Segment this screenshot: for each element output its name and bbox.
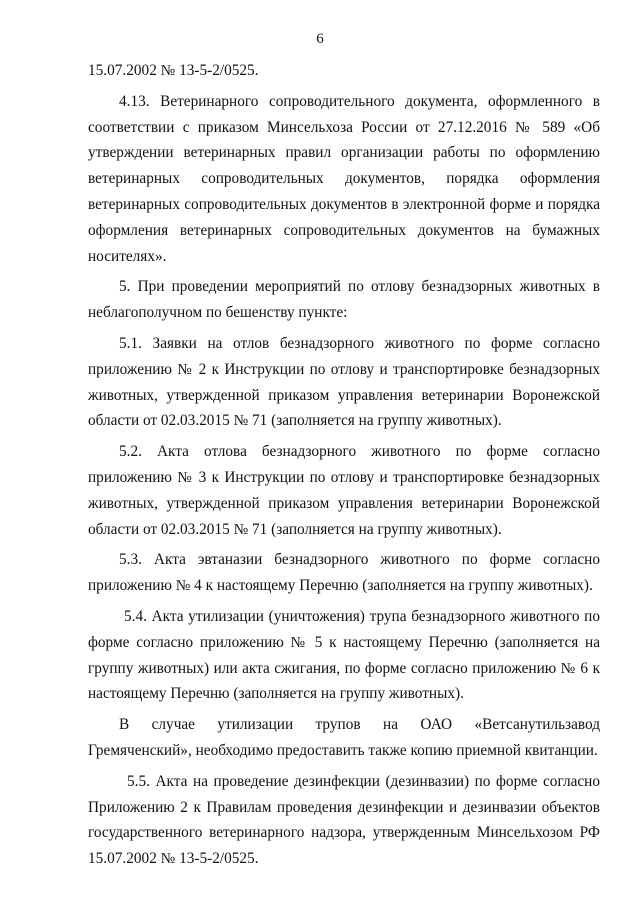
text-line: соответствии с приказом Минсельхоза России от 27.12.2016 № 589 «Об [88, 118, 600, 136]
text-line: приложению № 4 к настоящему Перечню (заполняется на группу животных). [88, 577, 593, 595]
paragraph-5-1 [88, 331, 600, 434]
text-line: 5.1. Заявки на отлов безнадзорного животного по форме согласно [119, 334, 600, 352]
text-line: приложению № 2 к Инструкции по отлову и транспортировке безнадзорных [88, 360, 600, 378]
text-line: настоящему Перечню (заполняется на группу животных). [88, 685, 464, 703]
paragraph-5-4 [88, 604, 600, 707]
text-line: утверждении ветеринарных правил организации работы по оформлению [88, 144, 600, 162]
paragraph-4-13 [88, 89, 600, 270]
text-line: ветеринарных сопроводительных документов в электронной форме и порядка [88, 195, 600, 213]
text-line: 5.3. Акта эвтаназии безнадзорного животного по форме согласно [119, 551, 600, 569]
text-line: 15.07.2002 № 13-5-2/0525. [88, 850, 259, 868]
paragraph-continuation [88, 58, 600, 84]
text-line: 5.5. Акта на проведение дезинфекции (дезинвазии) по форме согласно [127, 772, 600, 790]
text-line: оформления ветеринарных сопроводительных документов на бумажных [88, 221, 600, 239]
text-line: 4.13. Ветеринарного сопроводительного документа, оформленного в [119, 92, 600, 110]
text-line: 5.4. Акта утилизации (уничтожения) трупа безнадзорного животного по [124, 607, 600, 625]
text-line: группу животных) или акта сжигания, по форме согласно приложению № 6 к [88, 659, 600, 677]
text-line: ветеринарных сопроводительных документов, порядка оформления [88, 170, 600, 188]
text-line: Гремяченский», необходимо предоставить также копию приемной квитанции. [88, 741, 598, 759]
text-line: форме согласно приложению № 5 к настоящему Перечню (заполняется на [88, 633, 600, 651]
paragraph-5-3 [88, 547, 600, 599]
paragraph-5 [88, 274, 600, 326]
text-line: государственного ветеринарного надзора, утвержденным Минсельхозом РФ [88, 824, 600, 842]
paragraph-5-5 [88, 769, 600, 872]
text-line: животных, утвержденной приказом управления ветеринарии Воронежской [88, 386, 600, 404]
text-line: животных, утвержденной приказом управления ветеринарии Воронежской [88, 494, 600, 512]
text-line: области от 02.03.2015 № 71 (заполняется на группу животных). [88, 520, 502, 538]
document-body [88, 58, 600, 872]
paragraph-5-2 [88, 439, 600, 542]
paragraph-utilization-note [88, 712, 600, 764]
text-line: области от 02.03.2015 № 71 (заполняется на группу животных). [88, 412, 502, 430]
page-number: 6 [316, 31, 324, 47]
text-line: носителях». [88, 247, 167, 265]
text-line: Приложению 2 к Правилам проведения дезинфекции и дезинвазии объектов [88, 798, 600, 816]
text-line: 5.2. Акта отлова безнадзорного животного по форме согласно [119, 443, 600, 461]
text-line: В случае утилизации трупов на ОАО «Ветсанутильзавод [119, 716, 600, 734]
text-line: неблагополучном по бешенству пункте: [88, 304, 348, 322]
text-line: приложению № 3 к Инструкции по отлову и транспортировке безнадзорных [88, 468, 600, 486]
text-line: 5. При проведении мероприятий по отлову безнадзорных животных в [119, 278, 600, 296]
text-line: 15.07.2002 № 13-5-2/0525. [88, 62, 259, 79]
